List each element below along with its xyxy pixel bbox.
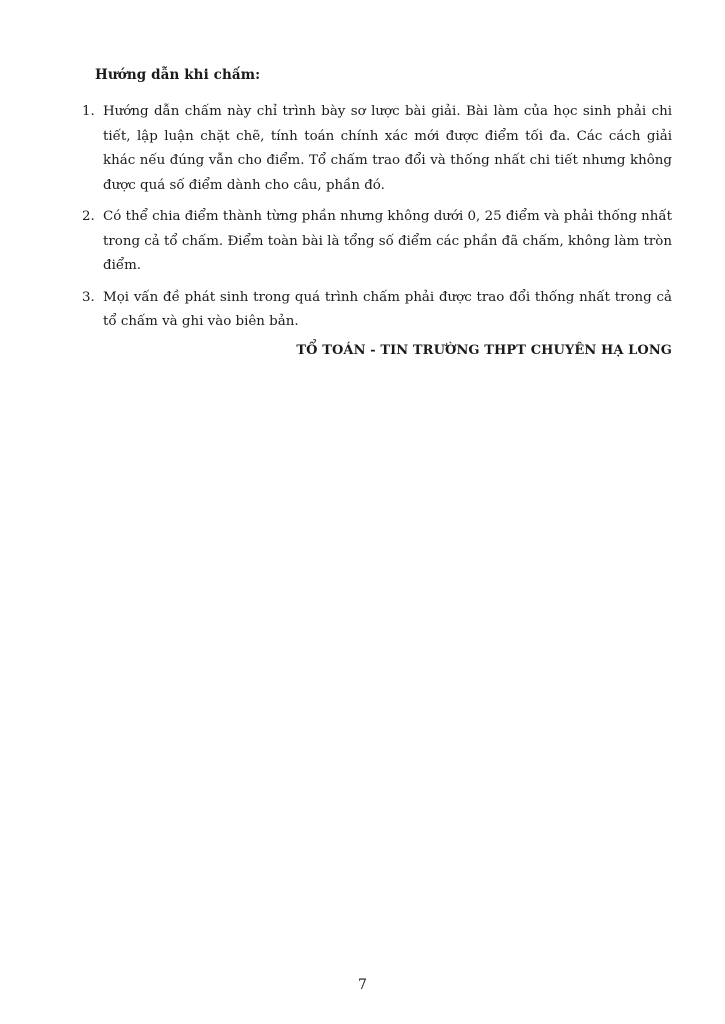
list-item — [82, 205, 672, 279]
department-signature: TỔ TOÁN - TIN TRƯỜNG THPT CHUYÊN HẠ LONG — [296, 343, 672, 358]
list-item — [82, 100, 672, 198]
list-item-text: Mọi vấn đề phát sinh trong quá trình chấm phải được trao đổi thống nhất trong cả tổ chấm và ghi vào biên bản. — [103, 289, 672, 329]
list-item-number: 3. — [82, 289, 95, 305]
list-item-text: điểm và phải thống nhất trong cả tổ chấm. Điểm toàn bài là tổng số điểm các phần đã chấm, không làm tròn điểm. — [103, 209, 672, 273]
list-item-number: 1. — [82, 104, 95, 119]
list-item — [82, 286, 672, 335]
list-item-text: Có thể chia điểm thành từng phần nhưng không dưới — [103, 209, 468, 224]
math-value: 0, 25 — [467, 209, 502, 224]
grading-guide-list — [82, 100, 672, 342]
list-item-number: 2. — [82, 209, 95, 224]
grading-guide-heading: Hướng dẫn khi chấm: — [95, 67, 261, 83]
list-item-text: Hướng dẫn chấm này chỉ trình bày sơ lược bài giải. Bài làm của học sinh phải chi tiết, lập luận chặt chẽ, tính toán chính xác mới được điểm tối đa. Các cách giải khác nếu đúng vẫn cho điểm. Tổ chấm trao đổi và thống nhất chi tiết nhưng không được quá số điểm dành cho câu, phần đó. — [103, 104, 672, 193]
page-number: 7 — [358, 977, 367, 993]
